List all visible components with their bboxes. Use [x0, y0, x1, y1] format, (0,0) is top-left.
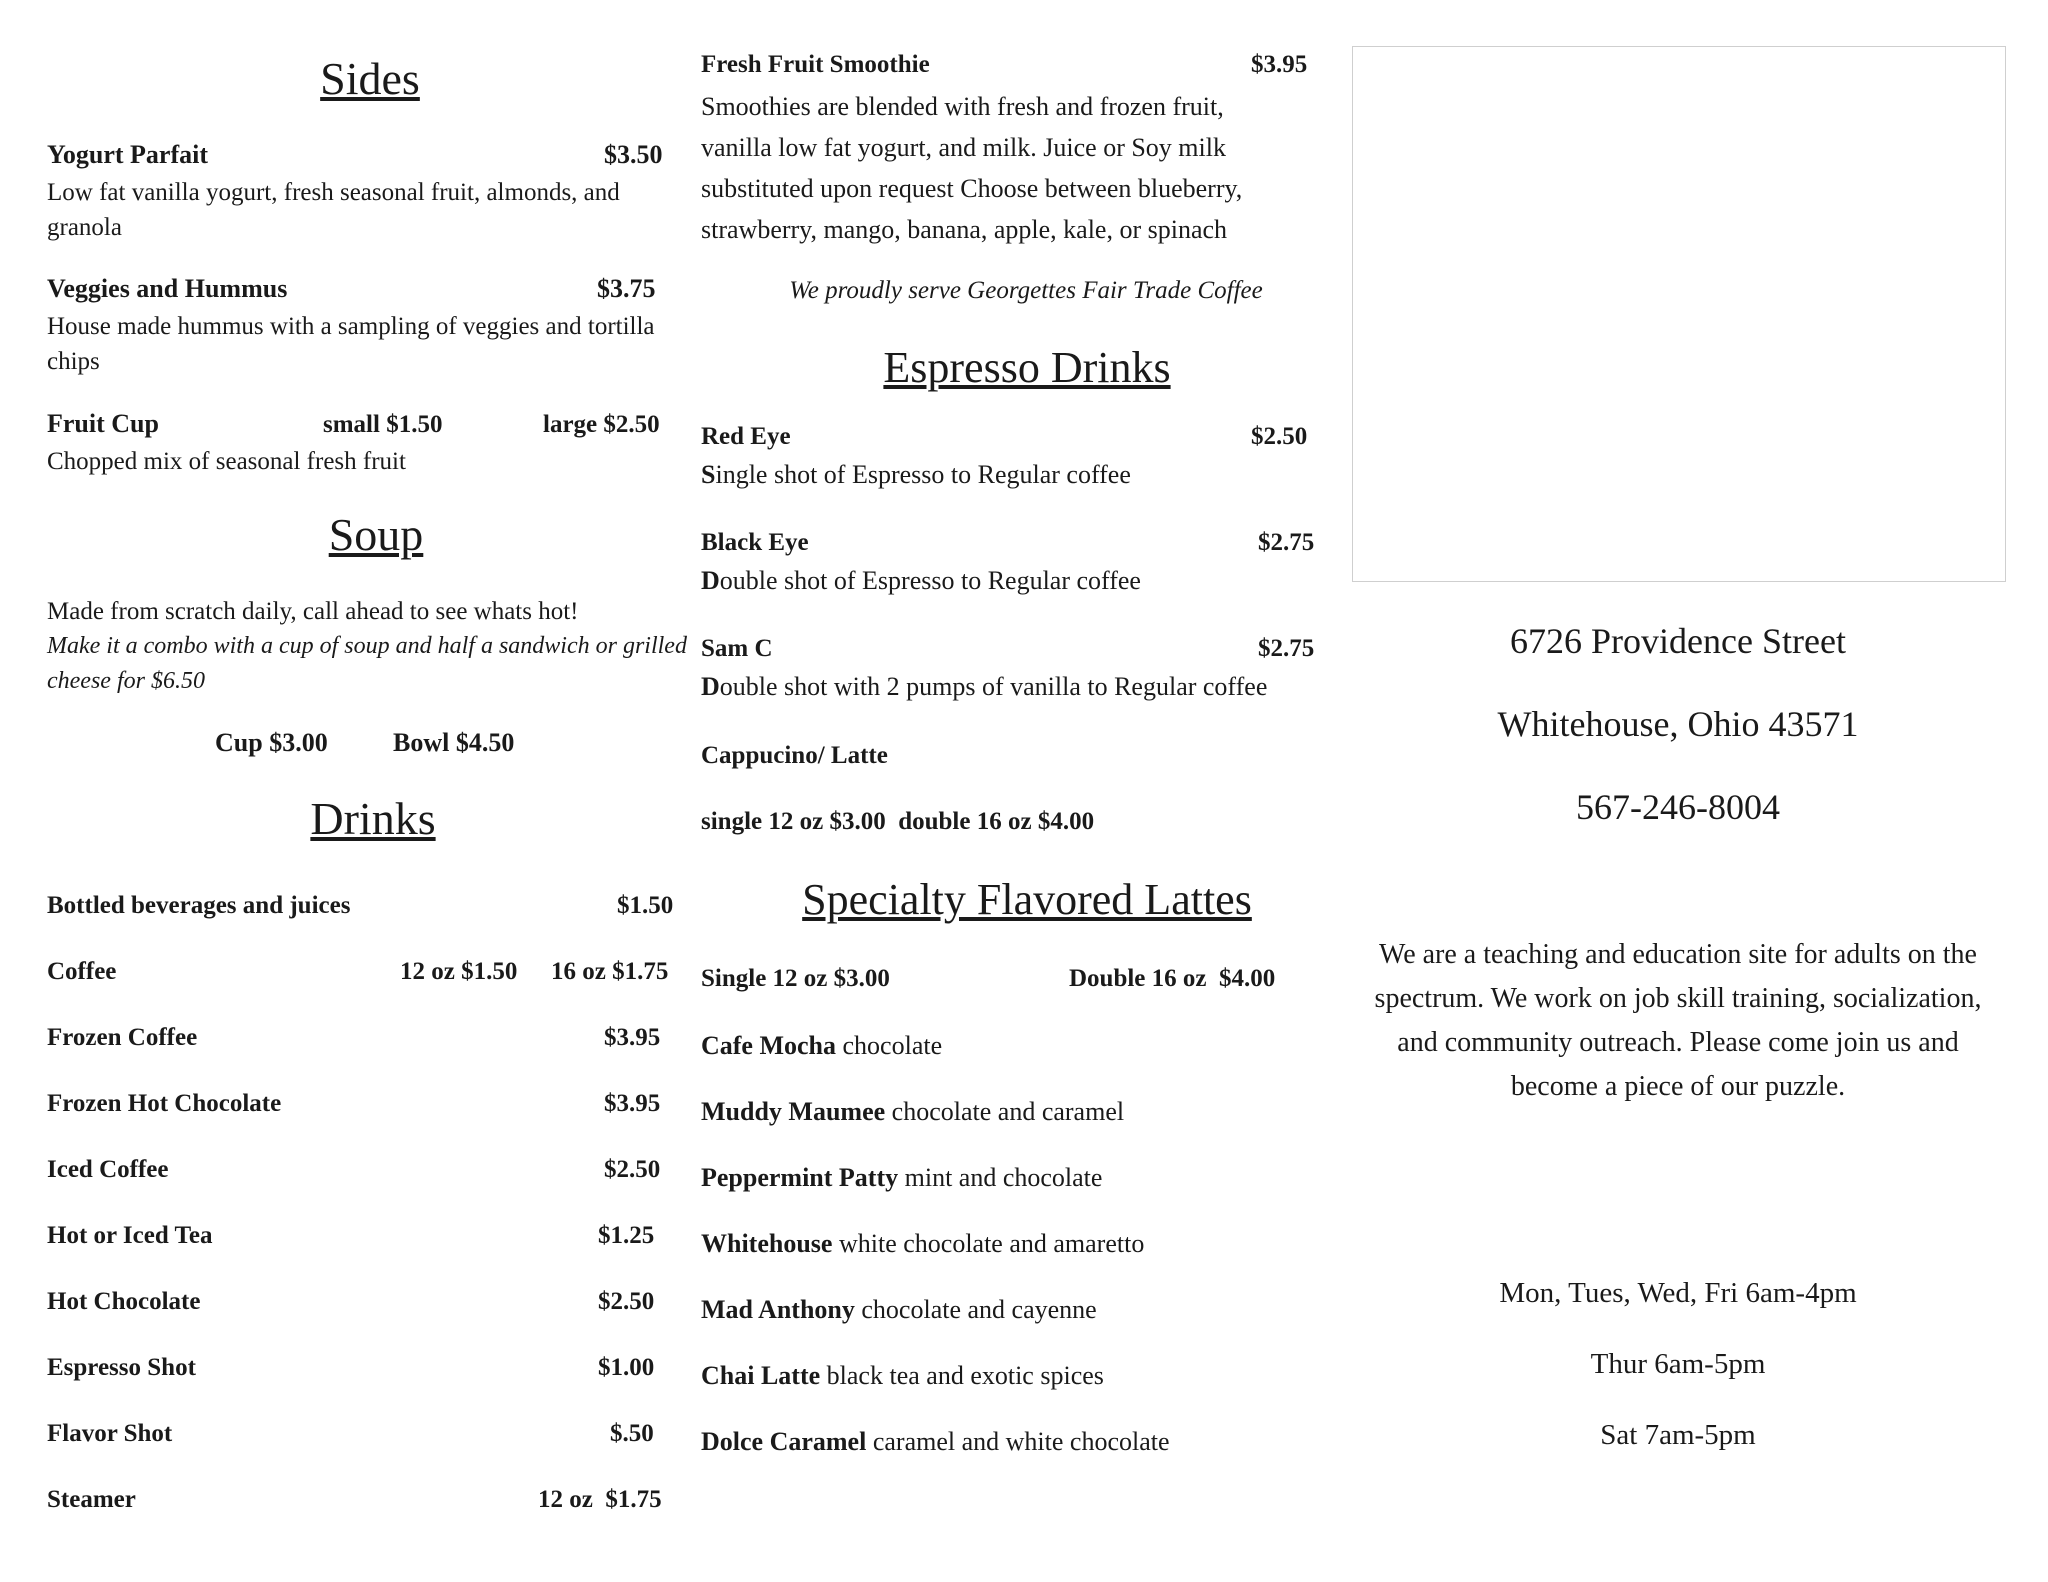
veggies-hummus-name: Veggies and Hummus: [47, 274, 288, 303]
drink-bottled-price: $1.50: [617, 892, 674, 919]
hours-line-2: Thur 6am-5pm: [1590, 1348, 1766, 1380]
black-eye-price: $2.75: [1258, 529, 1315, 556]
address-street: 6726 Providence Street: [1510, 621, 1846, 661]
sam-c-desc-text: ouble shot with 2 pumps of vanilla to Regular coffee: [719, 672, 1268, 701]
fruit-cup-large-price: large $2.50: [543, 411, 660, 438]
fruit-cup-desc: Chopped mix of seasonal fresh fruit: [47, 448, 406, 475]
drink-tea-price: $1.25: [598, 1222, 655, 1249]
yogurt-parfait-desc: Low fat vanilla yogurt, fresh seasonal fruit, almonds, and granola: [47, 179, 620, 241]
smoothie-name: Fresh Fruit Smoothie: [701, 51, 930, 78]
latte-item: [701, 1097, 1124, 1127]
latte-item-name: Whitehouse: [701, 1229, 833, 1258]
latte-item-desc: chocolate: [842, 1031, 943, 1060]
soup-bowl-price: Bowl $4.50: [393, 728, 515, 757]
smoothie-desc-line-1: Smoothies are blended with fresh and frozen fruit,: [701, 92, 1224, 121]
veggies-hummus-price: $3.75: [597, 274, 656, 303]
red-eye-desc: [701, 460, 1131, 490]
latte-item: [701, 1427, 1170, 1457]
sam-c-desc: [701, 672, 1267, 702]
about-text: We are a teaching and education site for adults on the spectrum. We work on job skill training, socialization, and community outreach. Please come join us and become a piece of our puzzle.: [1374, 939, 1982, 1102]
soup-cup-price: Cup $3.00: [215, 728, 328, 757]
fair-trade-coffee-note: We proudly serve Georgettes Fair Trade Coffee: [789, 277, 1263, 304]
drink-coffee-name: Coffee: [47, 958, 117, 985]
latte-item-name: Muddy Maumee: [701, 1097, 886, 1126]
espresso-drinks-heading: Espresso Drinks: [883, 343, 1171, 392]
address-city: Whitehouse, Ohio 43571: [1497, 704, 1859, 744]
cappucino-latte-name: Cappucino/ Latte: [701, 742, 888, 769]
black-eye-desc-text: ouble shot of Espresso to Regular coffee: [719, 566, 1141, 595]
fruit-cup-name: Fruit Cup: [47, 409, 159, 438]
drink-frozen-hot-chocolate-name: Frozen Hot Chocolate: [47, 1090, 282, 1117]
drink-flavor-shot-name: Flavor Shot: [47, 1420, 173, 1447]
sam-c-price: $2.75: [1258, 635, 1315, 662]
red-eye-price: $2.50: [1251, 423, 1308, 450]
drink-hot-chocolate-name: Hot Chocolate: [47, 1288, 201, 1315]
red-eye-desc-initial: S: [701, 460, 716, 489]
drink-bottled-name: Bottled beverages and juices: [47, 892, 351, 919]
latte-item-name: Cafe Mocha: [701, 1031, 837, 1060]
phone-number: 567-246-8004: [1576, 787, 1780, 827]
latte-item-desc: black tea and exotic spices: [826, 1361, 1104, 1390]
soup-combo-text: Make it a combo with a cup of soup and half a sandwich or grilled cheese for $6.50: [47, 633, 687, 694]
photo-placeholder: [1352, 46, 2006, 582]
latte-item-name: Chai Latte: [701, 1361, 821, 1390]
drink-espresso-shot-price: $1.00: [598, 1354, 655, 1381]
latte-single-price: Single 12 oz $3.00: [701, 965, 890, 992]
drink-coffee-price-16oz: 16 oz $1.75: [551, 958, 669, 985]
cappucino-latte-prices: single 12 oz $3.00 double 16 oz $4.00: [701, 808, 1095, 835]
fruit-cup-small-price: small $1.50: [323, 411, 443, 438]
latte-item-desc: white chocolate and amaretto: [838, 1229, 1145, 1258]
latte-item-desc: chocolate and caramel: [891, 1097, 1125, 1126]
latte-item-name: Peppermint Patty: [701, 1163, 899, 1192]
black-eye-desc-initial: D: [701, 566, 720, 595]
black-eye-desc: [701, 566, 1141, 596]
specialty-lattes-heading: Specialty Flavored Lattes: [802, 875, 1252, 924]
latte-item: [701, 1163, 1102, 1193]
smoothie-desc-line-4: strawberry, mango, banana, apple, kale, or spinach: [701, 215, 1228, 244]
smoothie-desc-line-3: substituted upon request Choose between blueberry,: [701, 174, 1243, 203]
yogurt-parfait-name: Yogurt Parfait: [47, 140, 209, 169]
drink-iced-coffee-price: $2.50: [604, 1156, 661, 1183]
latte-item-desc: mint and chocolate: [904, 1163, 1103, 1192]
sam-c-desc-initial: D: [701, 672, 720, 701]
hours-line-3: Sat 7am-5pm: [1600, 1419, 1756, 1451]
red-eye-desc-text: ingle shot of Espresso to Regular coffee: [715, 460, 1131, 489]
drink-tea-name: Hot or Iced Tea: [47, 1222, 213, 1249]
drink-flavor-shot-price: $.50: [610, 1420, 654, 1447]
latte-item-name: Mad Anthony: [701, 1295, 855, 1324]
drink-iced-coffee-name: Iced Coffee: [47, 1156, 169, 1183]
sides-heading: Sides: [320, 53, 420, 104]
black-eye-name: Black Eye: [701, 529, 809, 556]
drink-steamer-name: Steamer: [47, 1486, 136, 1513]
soup-desc: Made from scratch daily, call ahead to see whats hot!: [47, 598, 579, 625]
latte-item-desc: chocolate and cayenne: [861, 1295, 1097, 1324]
drink-steamer-price: 12 oz $1.75: [538, 1486, 662, 1513]
drink-hot-chocolate-price: $2.50: [598, 1288, 655, 1315]
latte-item-name: Dolce Caramel: [701, 1427, 867, 1456]
smoothie-desc-line-2: vanilla low fat yogurt, and milk. Juice or Soy milk: [701, 133, 1226, 162]
drink-coffee-price-12oz: 12 oz $1.50: [400, 958, 518, 985]
drink-frozen-coffee-price: $3.95: [604, 1024, 661, 1051]
soup-heading: Soup: [328, 509, 424, 560]
drinks-heading: Drinks: [310, 793, 436, 844]
yogurt-parfait-price: $3.50: [604, 140, 663, 169]
veggies-hummus-desc: House made hummus with a sampling of veggies and tortilla chips: [47, 313, 655, 375]
latte-item-desc: caramel and white chocolate: [872, 1427, 1170, 1456]
red-eye-name: Red Eye: [701, 423, 791, 450]
latte-item: [701, 1295, 1097, 1325]
latte-double-price: Double 16 oz $4.00: [1069, 965, 1276, 992]
smoothie-price: $3.95: [1251, 51, 1308, 78]
drink-frozen-coffee-name: Frozen Coffee: [47, 1024, 198, 1051]
latte-item: [701, 1031, 942, 1061]
drink-frozen-hot-chocolate-price: $3.95: [604, 1090, 661, 1117]
latte-item: [701, 1229, 1144, 1259]
hours-line-1: Mon, Tues, Wed, Fri 6am-4pm: [1499, 1277, 1857, 1309]
latte-item: [701, 1361, 1104, 1391]
sam-c-name: Sam C: [701, 635, 773, 662]
drink-espresso-shot-name: Espresso Shot: [47, 1354, 196, 1381]
